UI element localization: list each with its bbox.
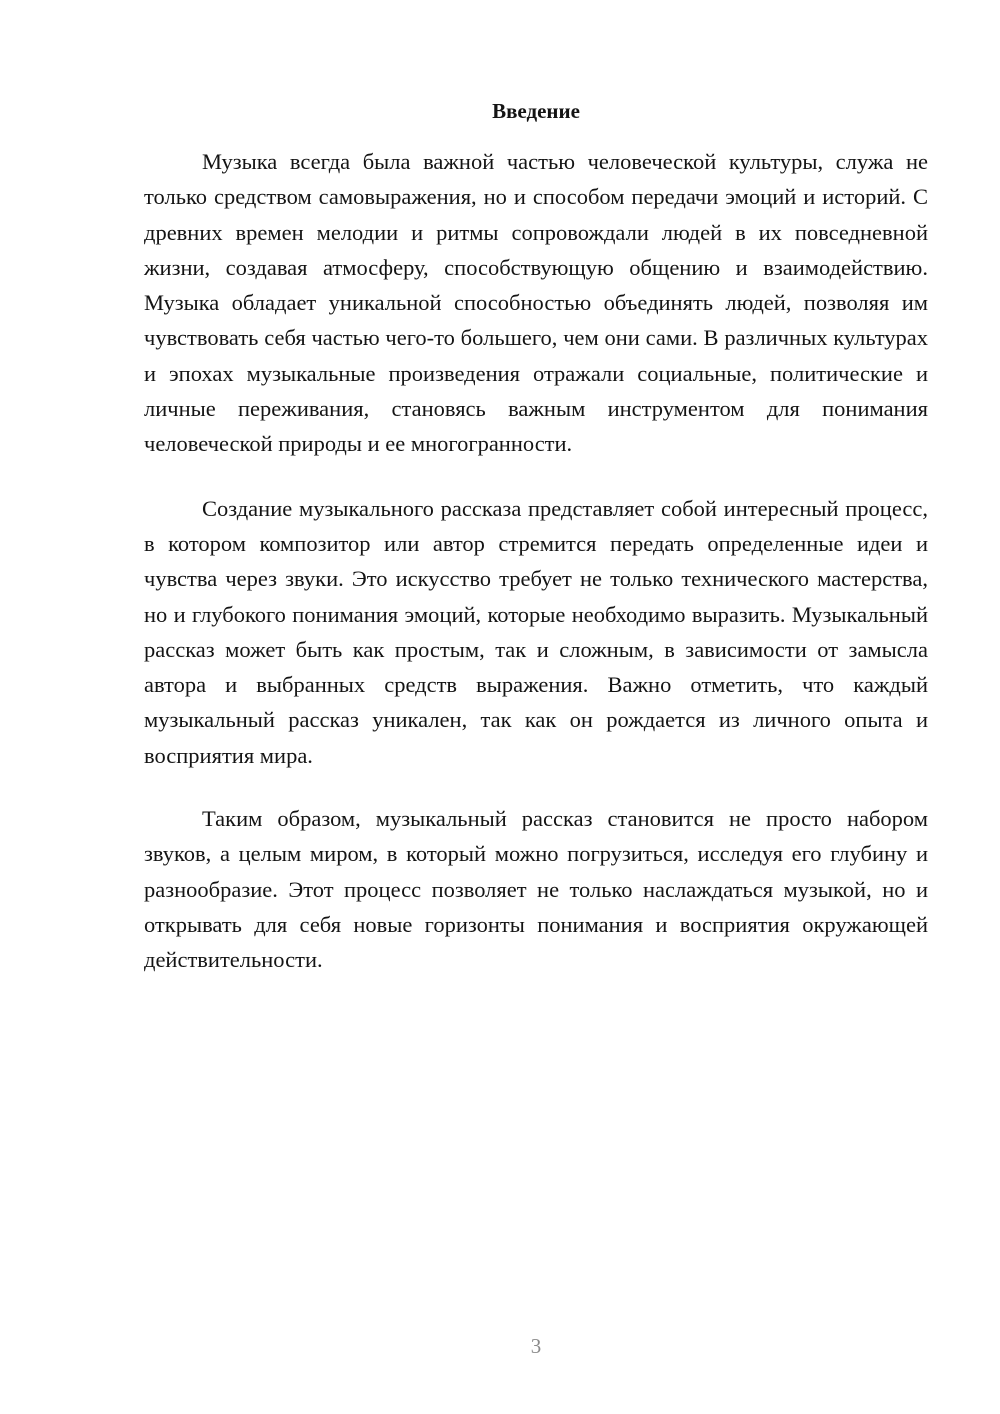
paragraph-3: Таким образом, музыкальный рассказ становится не просто набором звуков, а целым миром, в который можно погрузиться, исследуя его глубину и разнообразие. Этот процесс позволяет не только наслаждаться музыкой, но и открывать для себя новые горизонты понимания и восприятия окружающей действительности. (144, 806, 928, 973)
paragraph-2: Создание музыкального рассказа представляет собой интересный процесс, в котором композитор или автор стремится передать определенные идеи и чувства через звуки. Это искусство требует не только технического мастерства, но и глубокого понимания эмоций, которые необходимо выразить. Музыкальный рассказ может быть как простым, так и сложным, в зависимости от замысла автора и выбранных средств выражения. Важно отметить, что каждый музыкальный рассказ уникален, так как он рождается из личного опыта и восприятия мира. (144, 495, 928, 768)
page-content (144, 96, 928, 978)
section-heading: Введение (492, 99, 580, 123)
paragraph-1: Музыка всегда была важной частью человеческой культуры, служа не только средством самовыражения, но и способом передачи эмоций и историй. С древних времен мелодии и ритмы сопровождали людей в их повседневной жизни, создавая атмосферу, способствующую общению и взаимодействию. Музыка обладает уникальной способностью объединять людей, позволяя им чувствовать себя частью чего-то большего, чем они сами. В различных культурах и эпохах музыкальные произведения отражали социальные, политические и личные переживания, становясь важным инструментом для понимания человеческой природы и ее многогранности. (144, 149, 928, 457)
page-number: 3 (530, 1334, 542, 1358)
